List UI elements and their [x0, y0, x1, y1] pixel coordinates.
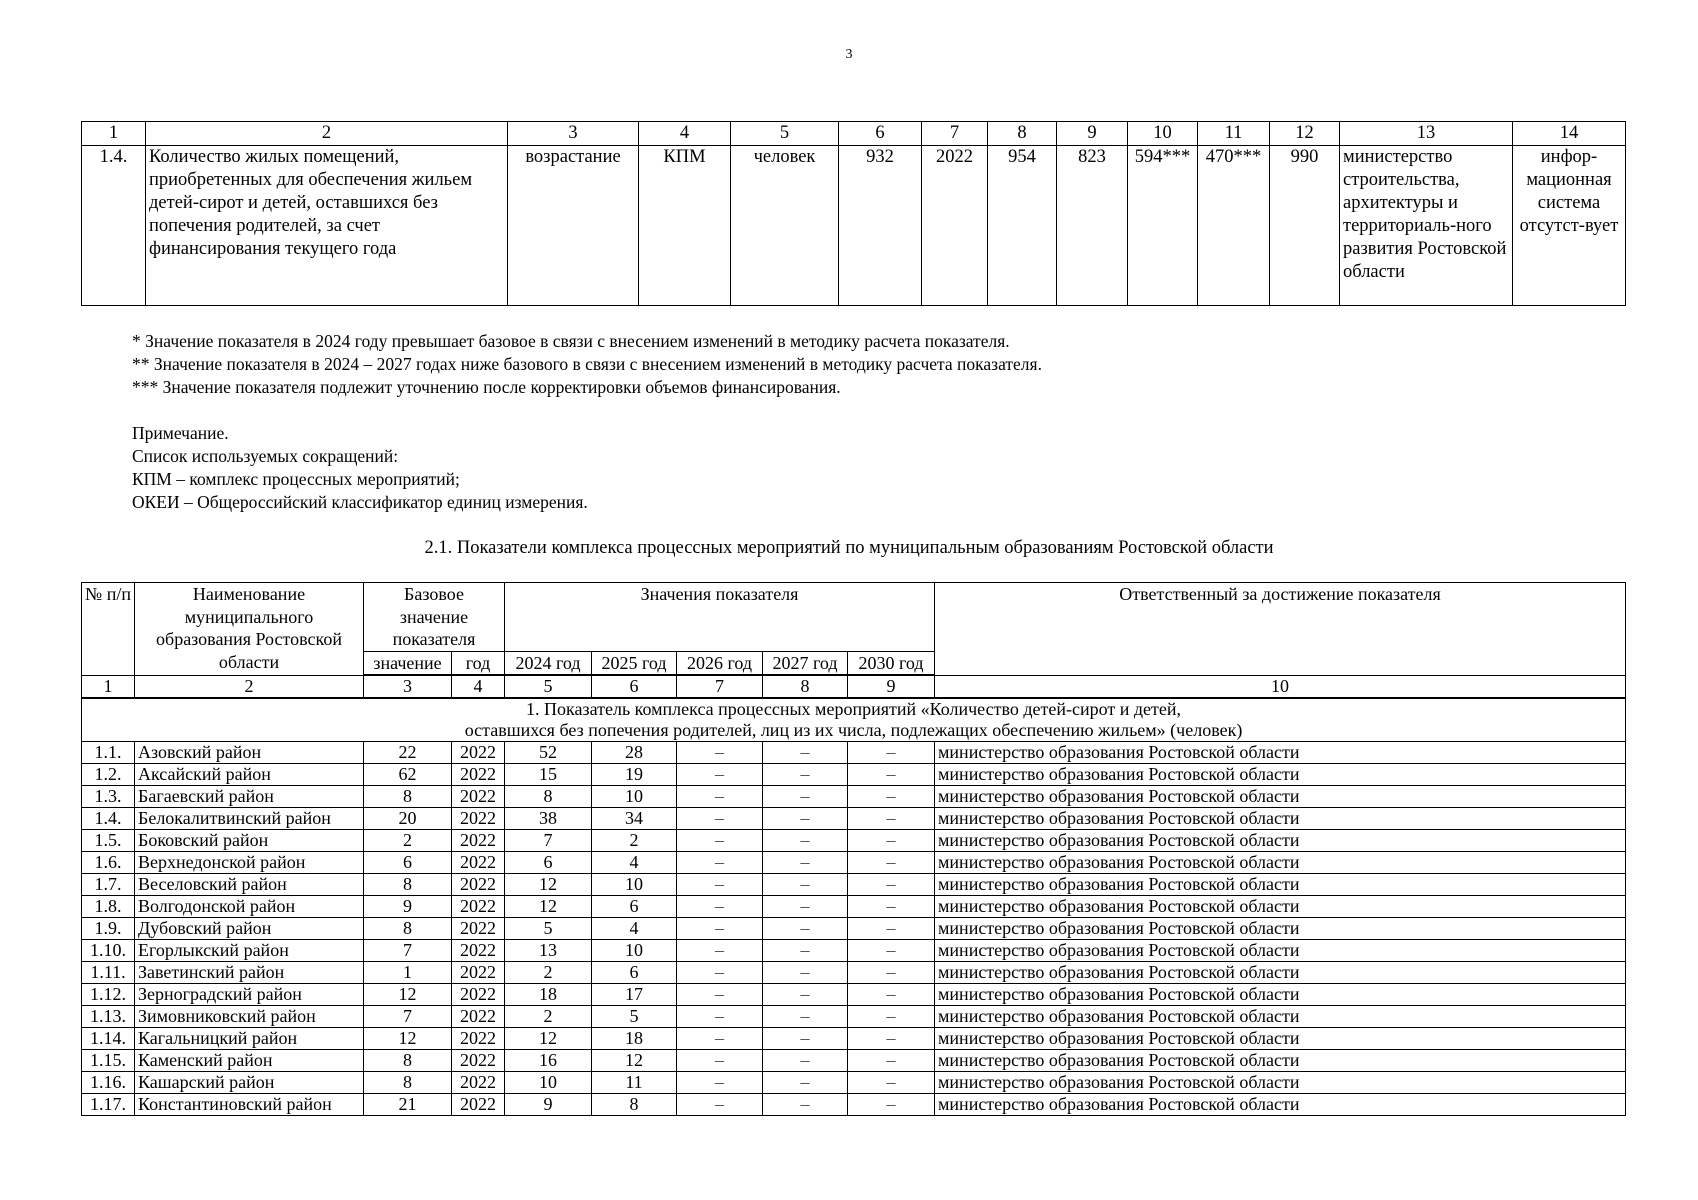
col-number: 5	[505, 675, 592, 698]
row-number: 1.13.	[82, 1006, 135, 1028]
value-2024: 2	[505, 962, 592, 984]
value-2024: 7	[505, 830, 592, 852]
value-2027: –	[763, 1006, 848, 1028]
value-2025: 12	[592, 1050, 677, 1072]
value-2025: 10	[592, 940, 677, 962]
responsible: министерство образования Ростовской области	[935, 1006, 1626, 1028]
value-2030: –	[848, 940, 935, 962]
note-title: Примечание.	[132, 423, 229, 443]
value-2026: –	[677, 1072, 763, 1094]
footnote: * Значение показателя в 2024 году превышает базовое в связи с внесением изменений в методику расчета показателя.	[132, 331, 1010, 351]
info-system: инфор-мационная система отсутст-вует	[1513, 146, 1626, 306]
value-2027: –	[763, 808, 848, 830]
value-2025: 4	[592, 918, 677, 940]
col-number: 6	[592, 675, 677, 698]
table-row	[82, 1072, 1626, 1094]
value-2027: –	[763, 786, 848, 808]
row-number: 1.3.	[82, 786, 135, 808]
header-2024: 2024 год	[505, 651, 592, 675]
row-number: 1.15.	[82, 1050, 135, 1072]
col-number: 7	[922, 122, 988, 146]
row-number: 1.4.	[82, 146, 146, 306]
value-2030: –	[848, 764, 935, 786]
base-year: 2022	[452, 1094, 505, 1116]
table-row	[82, 1006, 1626, 1028]
base-value: 8	[364, 786, 452, 808]
row-number: 1.17.	[82, 1094, 135, 1116]
responsible: министерство образования Ростовской области	[935, 940, 1626, 962]
value-2030: –	[848, 1006, 935, 1028]
value-2030: –	[848, 808, 935, 830]
value-2025: 34	[592, 808, 677, 830]
note-item: КПМ – комплекс процессных мероприятий;	[132, 469, 460, 489]
value-2030: –	[848, 1028, 935, 1050]
municipality-name: Азовский район	[135, 742, 364, 764]
header-2025: 2025 год	[592, 651, 677, 675]
footnote: *** Значение показателя подлежит уточнению после корректировки объемов финансирования.	[132, 377, 841, 397]
value-2030: –	[848, 1050, 935, 1072]
base-year: 2022	[452, 918, 505, 940]
base-value: 22	[364, 742, 452, 764]
col-number: 8	[988, 122, 1057, 146]
table-row	[82, 1094, 1626, 1116]
column-numbers-row	[82, 675, 1626, 698]
row-number: 1.2.	[82, 764, 135, 786]
value-2024: 12	[505, 1028, 592, 1050]
note-list-title: Список используемых сокращений:	[132, 446, 399, 466]
value-2030: –	[848, 962, 935, 984]
municipality-name: Боковский район	[135, 830, 364, 852]
header-base-year: год	[452, 651, 505, 675]
value-2030: –	[848, 1072, 935, 1094]
row-number: 1.7.	[82, 874, 135, 896]
value-2027: –	[763, 852, 848, 874]
responsible: министерство образования Ростовской области	[935, 764, 1626, 786]
value-2026: –	[677, 830, 763, 852]
value-2024: 5	[505, 918, 592, 940]
section-title: 2.1. Показатели комплекса процессных мероприятий по муниципальным образованиям Ростовской области	[424, 538, 1274, 558]
table-row	[82, 918, 1626, 940]
col-number: 3	[364, 675, 452, 698]
col-number: 1	[82, 675, 135, 698]
col-number: 9	[1057, 122, 1128, 146]
value-2024: 6	[505, 852, 592, 874]
header-num: № п/п	[82, 583, 135, 676]
value-2030: –	[848, 918, 935, 940]
value-2026: –	[677, 1050, 763, 1072]
value-2030: –	[848, 852, 935, 874]
table-row	[82, 1050, 1626, 1072]
base-value: 8	[364, 918, 452, 940]
table-row	[82, 940, 1626, 962]
value-2024: 38	[505, 808, 592, 830]
value-2027: –	[763, 830, 848, 852]
col-number: 6	[839, 122, 922, 146]
responsible: министерство образования Ростовской области	[935, 1028, 1626, 1050]
table-row	[82, 896, 1626, 918]
value-2027: –	[763, 764, 848, 786]
table-row	[82, 808, 1626, 830]
footnotes	[132, 330, 1042, 399]
base-year: 2022	[922, 146, 988, 306]
col-number: 13	[1340, 122, 1513, 146]
row-number: 1.5.	[82, 830, 135, 852]
value-2024: 9	[505, 1094, 592, 1116]
base-year: 2022	[452, 1006, 505, 1028]
value-2027: –	[763, 918, 848, 940]
base-value: 8	[364, 874, 452, 896]
value-2025: 10	[592, 874, 677, 896]
table-body	[82, 742, 1626, 1116]
value-2027: –	[763, 984, 848, 1006]
value-2026: –	[677, 984, 763, 1006]
header-2027: 2027 год	[763, 651, 848, 675]
value-2030: –	[848, 874, 935, 896]
base-value: 12	[364, 984, 452, 1006]
row-number: 1.4.	[82, 808, 135, 830]
municipality-name: Багаевский район	[135, 786, 364, 808]
value-2027: –	[763, 896, 848, 918]
value-2030: –	[848, 1094, 935, 1116]
value-2025: 19	[592, 764, 677, 786]
note-block	[132, 422, 588, 514]
table-row	[82, 786, 1626, 808]
row-number: 1.14.	[82, 1028, 135, 1050]
value-2026: –	[677, 764, 763, 786]
base-value: 7	[364, 1006, 452, 1028]
responsible: министерство образования Ростовской области	[935, 918, 1626, 940]
row-number: 1.16.	[82, 1072, 135, 1094]
row-number: 1.9.	[82, 918, 135, 940]
col-number: 9	[848, 675, 935, 698]
value-2030: –	[848, 896, 935, 918]
municipality-name: Дубовский район	[135, 918, 364, 940]
base-value: 1	[364, 962, 452, 984]
value-2026: –	[677, 874, 763, 896]
row-number: 1.6.	[82, 852, 135, 874]
value-2024: 12	[505, 874, 592, 896]
value-2026: –	[677, 896, 763, 918]
municipality-name: Кагальницкий район	[135, 1028, 364, 1050]
col-number: 10	[935, 675, 1626, 698]
unit: человек	[731, 146, 839, 306]
value-2025: 28	[592, 742, 677, 764]
col-number: 12	[1270, 122, 1340, 146]
base-year: 2022	[452, 874, 505, 896]
header-2030: 2030 год	[848, 651, 935, 675]
municipality-name: Кашарский район	[135, 1072, 364, 1094]
table-row	[82, 764, 1626, 786]
base-year: 2022	[452, 764, 505, 786]
value-2024: 18	[505, 984, 592, 1006]
col-number: 3	[508, 122, 639, 146]
base-value: 20	[364, 808, 452, 830]
table-row	[82, 1028, 1626, 1050]
group-title	[82, 698, 1626, 742]
responsible: министерство образования Ростовской области	[935, 1072, 1626, 1094]
value-2025: 5	[592, 1006, 677, 1028]
value-2024: 13	[505, 940, 592, 962]
base-year: 2022	[452, 786, 505, 808]
municipality-name: Волгодонской район	[135, 896, 364, 918]
responsible: министерство образования Ростовской области	[935, 896, 1626, 918]
value-2030: –	[848, 830, 935, 852]
municipality-name: Егорлыкский район	[135, 940, 364, 962]
header-2026: 2026 год	[677, 651, 763, 675]
row-number: 1.11.	[82, 962, 135, 984]
base-value: 932	[839, 146, 922, 306]
value-2027: –	[763, 742, 848, 764]
col-number: 2	[146, 122, 508, 146]
value-2024: 16	[505, 1050, 592, 1072]
base-year: 2022	[452, 1050, 505, 1072]
col-number: 11	[1198, 122, 1270, 146]
value-2025: 2	[592, 830, 677, 852]
table-row	[82, 852, 1626, 874]
responsible: министерство образования Ростовской области	[935, 830, 1626, 852]
row-number: 1.10.	[82, 940, 135, 962]
value-2025: 11	[592, 1072, 677, 1094]
value-2026: –	[677, 786, 763, 808]
table-row	[82, 962, 1626, 984]
municipality-name: Зерноградский район	[135, 984, 364, 1006]
value-2026: –	[677, 1006, 763, 1028]
base-value: 9	[364, 896, 452, 918]
row-number: 1.12.	[82, 984, 135, 1006]
group-title-row	[82, 698, 1626, 742]
value-2030: –	[848, 984, 935, 1006]
value-2030: –	[848, 786, 935, 808]
base-value: 6	[364, 852, 452, 874]
value-2027: –	[763, 940, 848, 962]
value-2024: 12	[505, 896, 592, 918]
municipal-indicators-table	[81, 582, 1626, 1116]
value-2025: 18	[592, 1028, 677, 1050]
trend: возрастание	[508, 146, 639, 306]
col-number: 8	[763, 675, 848, 698]
municipality-name: Каменский район	[135, 1050, 364, 1072]
base-value: 12	[364, 1028, 452, 1050]
value-2026: –	[677, 940, 763, 962]
base-value: 62	[364, 764, 452, 786]
value-2025: 6	[592, 896, 677, 918]
value-2024: 2	[505, 1006, 592, 1028]
municipality-name: Аксайский район	[135, 764, 364, 786]
header-responsible: Ответственный за достижение показателя	[935, 583, 1626, 676]
header-row-1	[82, 583, 1626, 652]
value-2027: –	[763, 1050, 848, 1072]
base-year: 2022	[452, 808, 505, 830]
municipality-name: Веселовский район	[135, 874, 364, 896]
value-2026: –	[677, 1094, 763, 1116]
row-number: 1.8.	[82, 896, 135, 918]
value-2026: –	[677, 918, 763, 940]
base-value: 8	[364, 1050, 452, 1072]
value-2030: 990	[1270, 146, 1340, 306]
column-numbers-row	[82, 122, 1626, 146]
municipality-name: Константиновский район	[135, 1094, 364, 1116]
base-year: 2022	[452, 1028, 505, 1050]
base-year: 2022	[452, 742, 505, 764]
value-2027: –	[763, 1028, 848, 1050]
indicator-table	[81, 121, 1626, 306]
value-2025: 8	[592, 1094, 677, 1116]
base-year: 2022	[452, 896, 505, 918]
municipality-name: Заветинский район	[135, 962, 364, 984]
col-number: 2	[135, 675, 364, 698]
responsible: министерство образования Ростовской области	[935, 742, 1626, 764]
responsible: министерство образования Ростовской области	[935, 984, 1626, 1006]
value-2027: –	[763, 962, 848, 984]
value-2026: 594***	[1128, 146, 1198, 306]
value-2025: 6	[592, 962, 677, 984]
col-number: 4	[639, 122, 731, 146]
base-year: 2022	[452, 940, 505, 962]
note-item: ОКЕИ – Общероссийский классификатор единиц измерения.	[132, 492, 588, 512]
municipality-name: Зимовниковский район	[135, 1006, 364, 1028]
col-number: 4	[452, 675, 505, 698]
responsible: министерство образования Ростовской области	[935, 1094, 1626, 1116]
municipality-name: Верхнедонской район	[135, 852, 364, 874]
base-value: 7	[364, 940, 452, 962]
group-title-line: 1. Показатель комплекса процессных мероприятий «Количество детей-сирот и детей,	[526, 699, 1181, 719]
responsible: министерство образования Ростовской области	[935, 786, 1626, 808]
value-2025: 10	[592, 786, 677, 808]
value-2025: 823	[1057, 146, 1128, 306]
col-number: 10	[1128, 122, 1198, 146]
col-number: 14	[1513, 122, 1626, 146]
header-name: Наименование муниципального образования Ростовской области	[135, 583, 364, 676]
table-row	[82, 874, 1626, 896]
value-2025: 4	[592, 852, 677, 874]
value-2024: 8	[505, 786, 592, 808]
value-2027: –	[763, 1094, 848, 1116]
responsible: министерство образования Ростовской области	[935, 852, 1626, 874]
value-2026: –	[677, 962, 763, 984]
value-2024: 10	[505, 1072, 592, 1094]
responsible: министерство образования Ростовской области	[935, 1050, 1626, 1072]
value-2024: 15	[505, 764, 592, 786]
base-year: 2022	[452, 1072, 505, 1094]
base-year: 2022	[452, 852, 505, 874]
table-row	[82, 742, 1626, 764]
header-base: Базовое значение показателя	[364, 583, 505, 652]
col-number: 7	[677, 675, 763, 698]
municipality-name: Белокалитвинский район	[135, 808, 364, 830]
value-2026: –	[677, 742, 763, 764]
group-title-line: оставшихся без попечения родителей, лиц из их числа, подлежащих обеспечению жильем» (человек)	[464, 720, 1243, 740]
responsible: министерство образования Ростовской области	[935, 874, 1626, 896]
table-row	[82, 984, 1626, 1006]
header-values: Значения показателя	[505, 583, 935, 652]
base-value: 8	[364, 1072, 452, 1094]
col-number: 1	[82, 122, 146, 146]
value-2027: 470***	[1198, 146, 1270, 306]
level: КПМ	[639, 146, 731, 306]
value-2024: 52	[505, 742, 592, 764]
value-2027: –	[763, 1072, 848, 1094]
value-2026: –	[677, 808, 763, 830]
value-2027: –	[763, 874, 848, 896]
value-2025: 17	[592, 984, 677, 1006]
table-row	[82, 830, 1626, 852]
page-number: 3	[845, 47, 853, 62]
header-base-value: значение	[364, 651, 452, 675]
indicator-row	[82, 146, 1626, 306]
footnote: ** Значение показателя в 2024 – 2027 годах ниже базового в связи с внесением изменений в методику расчета показателя.	[132, 354, 1042, 374]
responsible: министерство строительства, архитектуры и территориаль-ного развития Ростовской области	[1340, 146, 1513, 306]
responsible: министерство образования Ростовской области	[935, 962, 1626, 984]
base-year: 2022	[452, 830, 505, 852]
value-2026: –	[677, 1028, 763, 1050]
col-number: 5	[731, 122, 839, 146]
row-number: 1.1.	[82, 742, 135, 764]
value-2026: –	[677, 852, 763, 874]
value-2024: 954	[988, 146, 1057, 306]
indicator-name: Количество жилых помещений, приобретенных для обеспечения жильем детей-сирот и детей, оставшихся без попечения родителей, за счет финансирования текущего года	[146, 146, 508, 306]
base-year: 2022	[452, 962, 505, 984]
responsible: министерство образования Ростовской области	[935, 808, 1626, 830]
base-value: 21	[364, 1094, 452, 1116]
base-year: 2022	[452, 984, 505, 1006]
value-2030: –	[848, 742, 935, 764]
base-value: 2	[364, 830, 452, 852]
